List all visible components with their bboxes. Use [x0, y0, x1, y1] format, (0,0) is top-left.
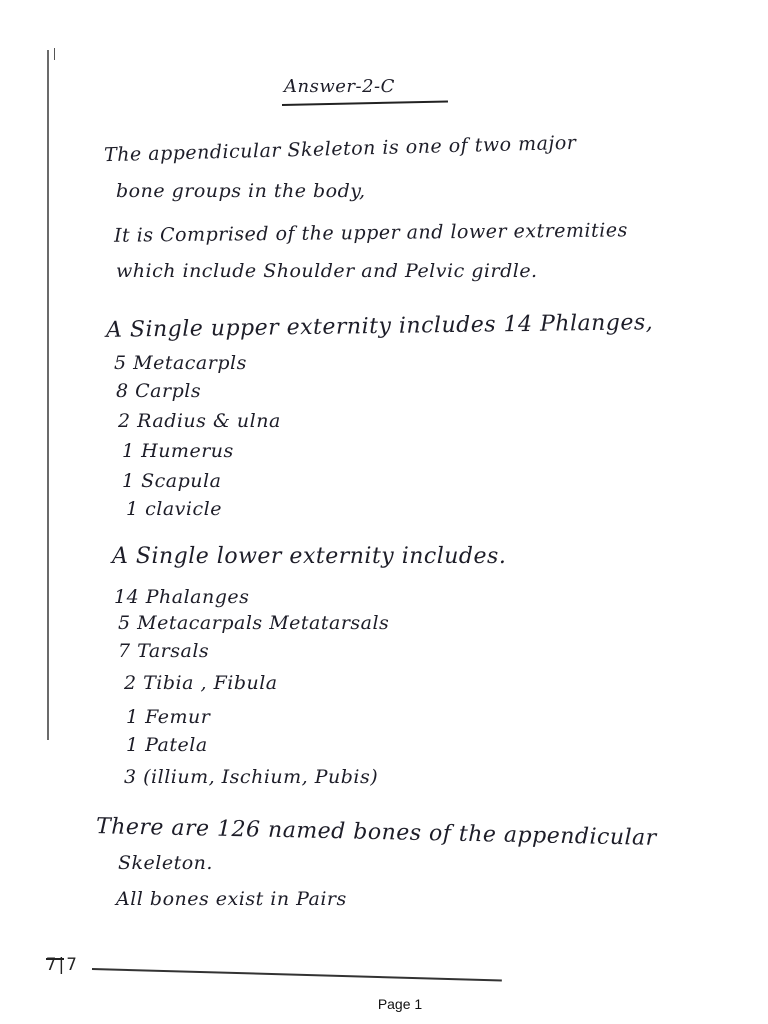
- upper-heading: A Single upper externity includes 14 Phlanges,: [105, 310, 654, 343]
- closing-line-1: There are 126 named bones of the appendicular: [95, 814, 657, 851]
- answer-title: Answer-2-C: [284, 76, 395, 97]
- upper-item: 5 Metacarpls: [114, 352, 247, 374]
- footer-mark: 7|7: [46, 955, 77, 975]
- closing-line-3: All bones exist in Pairs: [116, 888, 347, 910]
- upper-item: 2 Radius & ulna: [118, 410, 281, 432]
- lower-item: 14 Phalanges: [114, 586, 250, 608]
- lower-item: 3 (illium, Ischium, Pubis): [124, 766, 379, 788]
- lower-item: 1 Femur: [126, 706, 211, 728]
- lower-heading: A Single lower externity includes.: [112, 544, 507, 569]
- closing-line-2: Skeleton.: [118, 852, 213, 874]
- footer-rule: [92, 968, 502, 981]
- intro-line-2: bone groups in the body,: [116, 180, 366, 202]
- lower-item: 7 Tarsals: [118, 640, 210, 662]
- lower-item: 1 Patela: [126, 734, 208, 756]
- title-underline: [282, 101, 448, 106]
- intro-line-4: which include Shoulder and Pelvic girdle.: [116, 260, 538, 282]
- intro-line-3: It is Comprised of the upper and lower extremities: [113, 219, 628, 247]
- intro-line-1: The appendicular Skeleton is one of two major: [103, 131, 577, 167]
- upper-item: 1 Humerus: [122, 440, 234, 462]
- margin-line: [47, 50, 49, 740]
- upper-item: 1 clavicle: [126, 498, 222, 520]
- page-number: Page 1: [377, 996, 423, 1012]
- lower-item: 2 Tibia , Fibula: [124, 672, 278, 694]
- margin-tick: [54, 48, 55, 60]
- upper-item: 1 Scapula: [122, 470, 222, 492]
- lower-item: 5 Metacarpals Metatarsals: [118, 612, 390, 634]
- upper-item: 8 Carpls: [116, 380, 202, 402]
